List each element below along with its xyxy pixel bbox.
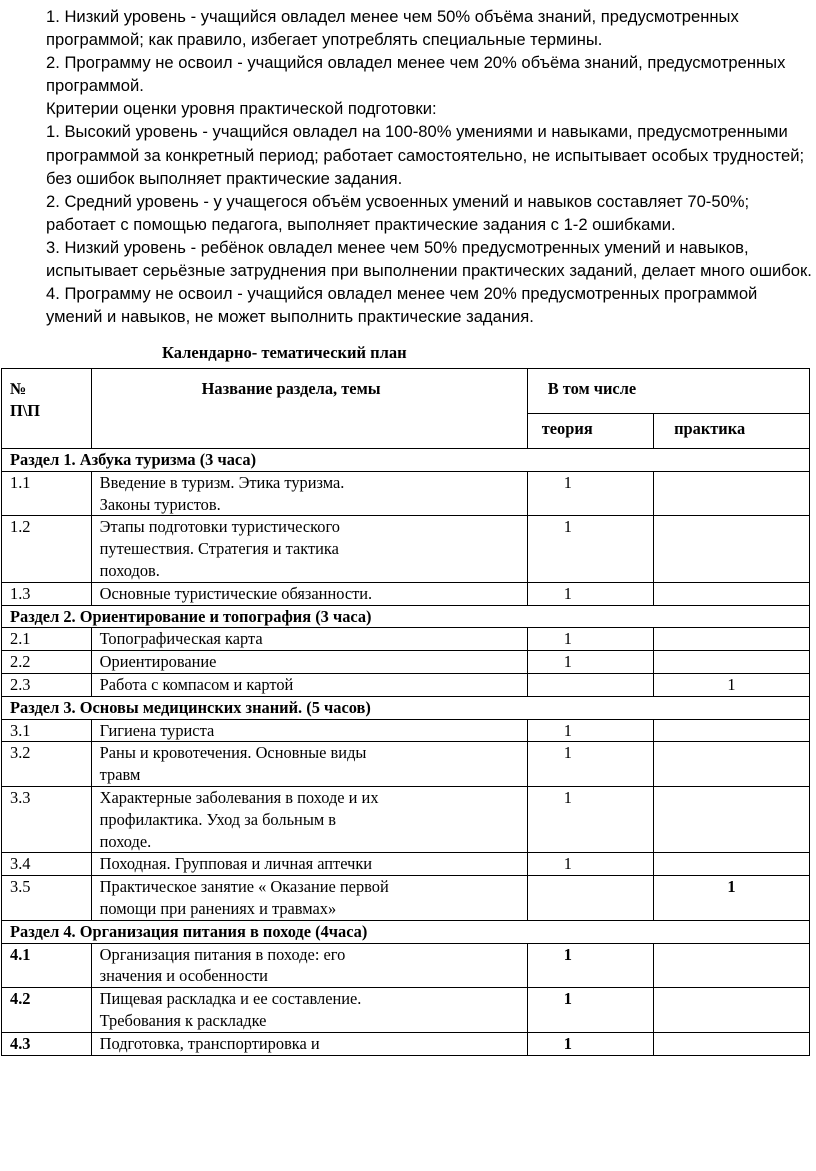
theory-hours: 1 bbox=[527, 471, 653, 516]
topic-row bbox=[2, 471, 810, 516]
topic-name: Топографическая карта bbox=[91, 628, 527, 651]
topic-number: 1.1 bbox=[2, 471, 92, 516]
topic-name: Гигиена туриста bbox=[91, 719, 527, 742]
topic-row bbox=[2, 651, 810, 674]
topic-row bbox=[2, 943, 810, 988]
topic-number: 4.2 bbox=[2, 988, 92, 1033]
practice-hours bbox=[654, 1032, 810, 1055]
paragraph: 4. Программу не освоил - учащийся овладел менее чем 20% предусмотренных программой умений и навыков, не может выполнить практические задания. bbox=[46, 284, 758, 327]
paragraph: 1. Высокий уровень - учащийся овладел на 100-80% умениями и навыками, предусмотренными программой за конкретный период; работает самостоятельно, не испытывает особых трудностей; без ошибок выполняет практические задания. bbox=[46, 122, 805, 188]
topic-name: Пищевая раскладка и ее составление. Требования к раскладке bbox=[91, 988, 527, 1033]
practice-hours: 1 bbox=[654, 876, 810, 921]
practice-hours bbox=[654, 516, 810, 582]
topic-number: 3.3 bbox=[2, 786, 92, 852]
topic-number: 2.3 bbox=[2, 673, 92, 696]
theory-hours: 1 bbox=[527, 628, 653, 651]
topic-name: Работа с компасом и картой bbox=[91, 673, 527, 696]
topic-name: Практическое занятие « Оказание первой помощи при ранениях и травмах» bbox=[91, 876, 527, 921]
theory-hours: 1 bbox=[527, 943, 653, 988]
theory-hours: 1 bbox=[527, 582, 653, 605]
practice-hours bbox=[654, 742, 810, 787]
topic-row bbox=[2, 1032, 810, 1055]
theory-hours: 1 bbox=[527, 1032, 653, 1055]
practice-hours bbox=[654, 719, 810, 742]
col-theory-header: теория bbox=[527, 414, 653, 449]
topic-name: Этапы подготовки туристического путешествия. Стратегия и тактика походов. bbox=[91, 516, 527, 582]
criteria-text bbox=[46, 5, 816, 328]
topic-name: Раны и кровотечения. Основные виды травм bbox=[91, 742, 527, 787]
theory-hours: 1 bbox=[527, 651, 653, 674]
topic-name: Характерные заболевания в походе и их профилактика. Уход за больным в походе. bbox=[91, 786, 527, 852]
section-title: Раздел 2. Ориентирование и топография (3 часа) bbox=[2, 605, 810, 628]
practice-hours bbox=[654, 582, 810, 605]
theory-hours: 1 bbox=[527, 719, 653, 742]
section-row bbox=[2, 920, 810, 943]
topic-number: 3.4 bbox=[2, 853, 92, 876]
topic-row bbox=[2, 876, 810, 921]
paragraph: 2. Средний уровень - у учащегося объём усвоенных умений и навыков составляет 70-50%; работает с помощью педагога, выполняет практические задания с 1-2 ошибками. bbox=[46, 191, 750, 234]
topic-number: 1.3 bbox=[2, 582, 92, 605]
topic-row bbox=[2, 988, 810, 1033]
theory-hours: 1 bbox=[527, 853, 653, 876]
topic-number: 3.1 bbox=[2, 719, 92, 742]
topic-row bbox=[2, 673, 810, 696]
topic-row bbox=[2, 719, 810, 742]
col-practice-header: практика bbox=[654, 414, 810, 449]
topic-name: Ориентирование bbox=[91, 651, 527, 674]
col-name-header: Название раздела, темы bbox=[91, 369, 527, 449]
plan-heading: Календарно- тематический план bbox=[162, 343, 407, 362]
topic-name: Организация питания в походе: его значения и особенности bbox=[91, 943, 527, 988]
paragraph: 3. Низкий уровень - ребёнок овладел менее чем 50% предусмотренных умений и навыков, испытывает серьёзные затруднения при выполнении практических заданий, делает много ошибок. bbox=[46, 237, 812, 281]
topic-number: 2.2 bbox=[2, 651, 92, 674]
theory-hours bbox=[527, 876, 653, 921]
plan-table bbox=[1, 368, 810, 1056]
topic-row bbox=[2, 786, 810, 852]
practice-hours bbox=[654, 853, 810, 876]
practice-hours bbox=[654, 786, 810, 852]
theory-hours: 1 bbox=[527, 742, 653, 787]
section-row bbox=[2, 449, 810, 472]
topic-row bbox=[2, 742, 810, 787]
topic-name: Основные туристические обязанности. bbox=[91, 582, 527, 605]
col-num-header: № П\П bbox=[2, 369, 92, 449]
topic-row bbox=[2, 628, 810, 651]
topic-number: 2.1 bbox=[2, 628, 92, 651]
section-title: Раздел 4. Организация питания в походе (4часа) bbox=[2, 920, 810, 943]
topic-name: Походная. Групповая и личная аптечки bbox=[91, 853, 527, 876]
theory-hours: 1 bbox=[527, 786, 653, 852]
section-row bbox=[2, 605, 810, 628]
practice-hours bbox=[654, 651, 810, 674]
theory-hours bbox=[527, 673, 653, 696]
topic-row bbox=[2, 582, 810, 605]
col-including-header: В том числе bbox=[527, 369, 809, 414]
theory-hours: 1 bbox=[527, 988, 653, 1033]
theory-hours: 1 bbox=[527, 516, 653, 582]
practice-hours bbox=[654, 988, 810, 1033]
section-row bbox=[2, 696, 810, 719]
topic-row bbox=[2, 853, 810, 876]
practice-hours bbox=[654, 628, 810, 651]
practice-hours: 1 bbox=[654, 673, 810, 696]
topic-number: 4.3 bbox=[2, 1032, 92, 1055]
topic-name: Введение в туризм. Этика туризма. Законы туристов. bbox=[91, 471, 527, 516]
topic-number: 4.1 bbox=[2, 943, 92, 988]
paragraph: Критерии оценки уровня практической подготовки: bbox=[46, 99, 437, 119]
topic-number: 1.2 bbox=[2, 516, 92, 582]
topic-row bbox=[2, 516, 810, 582]
practice-hours bbox=[654, 943, 810, 988]
section-title: Раздел 1. Азбука туризма (3 часа) bbox=[2, 449, 810, 472]
topic-number: 3.2 bbox=[2, 742, 92, 787]
topic-name: Подготовка, транспортировка и bbox=[91, 1032, 527, 1055]
section-title: Раздел 3. Основы медицинских знаний. (5 часов) bbox=[2, 696, 810, 719]
paragraph: 2. Программу не освоил - учащийся овладел менее чем 20% объёма знаний, предусмотренных программой. bbox=[46, 53, 786, 96]
paragraph: 1. Низкий уровень - учащийся овладел менее чем 50% объёма знаний, предусмотренных программой; как правило, избегает употреблять специальные термины. bbox=[46, 7, 739, 50]
topic-number: 3.5 bbox=[2, 876, 92, 921]
practice-hours bbox=[654, 471, 810, 516]
